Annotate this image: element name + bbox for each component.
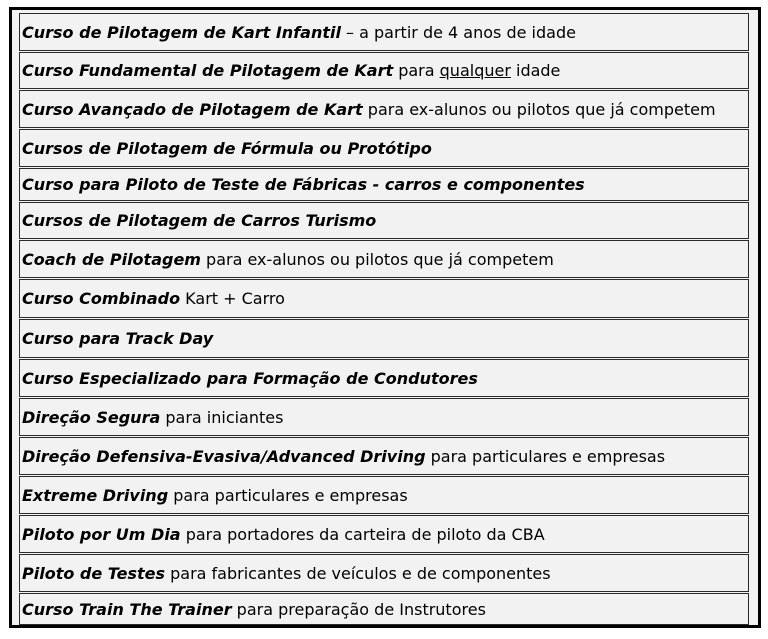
course-description: para iniciantes [160,407,284,427]
course-description: para ex-alunos ou pilotos que já competem [200,249,554,269]
course-title: Curso Fundamental de Pilotagem de Kart [22,61,394,80]
course-title: Curso de Pilotagem de Kart Infantil [22,22,341,42]
table-row [19,359,749,397]
course-title: Cursos de Pilotagem de Carros Turismo [22,211,377,230]
course-title: Curso Train The Trainer [22,599,232,619]
table-row [19,279,749,318]
course-description: para ex-alunos ou pilotos que já competem [362,99,716,119]
table-row [19,13,749,51]
course-title: Direção Segura [22,407,161,427]
course-description: para preparação de Instrutores [231,599,486,619]
table-row [19,476,749,514]
course-title: Curso para Piloto de Teste de Fábricas - carros e componentes [22,175,585,194]
table-row [19,168,749,201]
course-title: Cursos de Pilotagem de Fórmula ou Protótipo [22,138,432,158]
course-description: idade [510,61,561,80]
table-row [19,202,749,239]
course-description-emphasis: qualquer [439,61,511,80]
course-title: Coach de Pilotagem [22,249,201,269]
table-row [19,319,749,358]
table-row [19,593,749,625]
table-row [19,398,749,436]
course-table [9,7,761,628]
course-description: para fabricantes de veículos e de componentes [165,563,551,583]
table-row [19,52,749,89]
table-row [19,129,749,167]
table-row [19,90,749,128]
course-description: para [393,61,440,80]
table-row [19,437,749,475]
table-row [19,554,749,592]
course-description: para portadores da carteira de piloto da CBA [180,524,545,544]
course-title: Curso para Track Day [22,329,214,348]
course-description: Kart + Carro [180,289,285,308]
course-title: Piloto por Um Dia [22,524,181,544]
course-title: Piloto de Testes [22,563,166,583]
table-row [19,515,749,553]
course-title: Curso Especializado para Formação de Condutores [22,368,478,388]
course-description: para particulares e empresas [425,446,666,466]
course-description: para particulares e empresas [168,485,408,505]
course-description: – a partir de 4 anos de idade [340,22,576,42]
course-title: Curso Combinado [22,289,181,308]
course-title: Extreme Driving [22,485,169,505]
course-title: Curso Avançado de Pilotagem de Kart [22,99,363,119]
table-row [19,240,749,278]
course-title: Direção Defensiva-Evasiva/Advanced Driving [22,446,426,466]
